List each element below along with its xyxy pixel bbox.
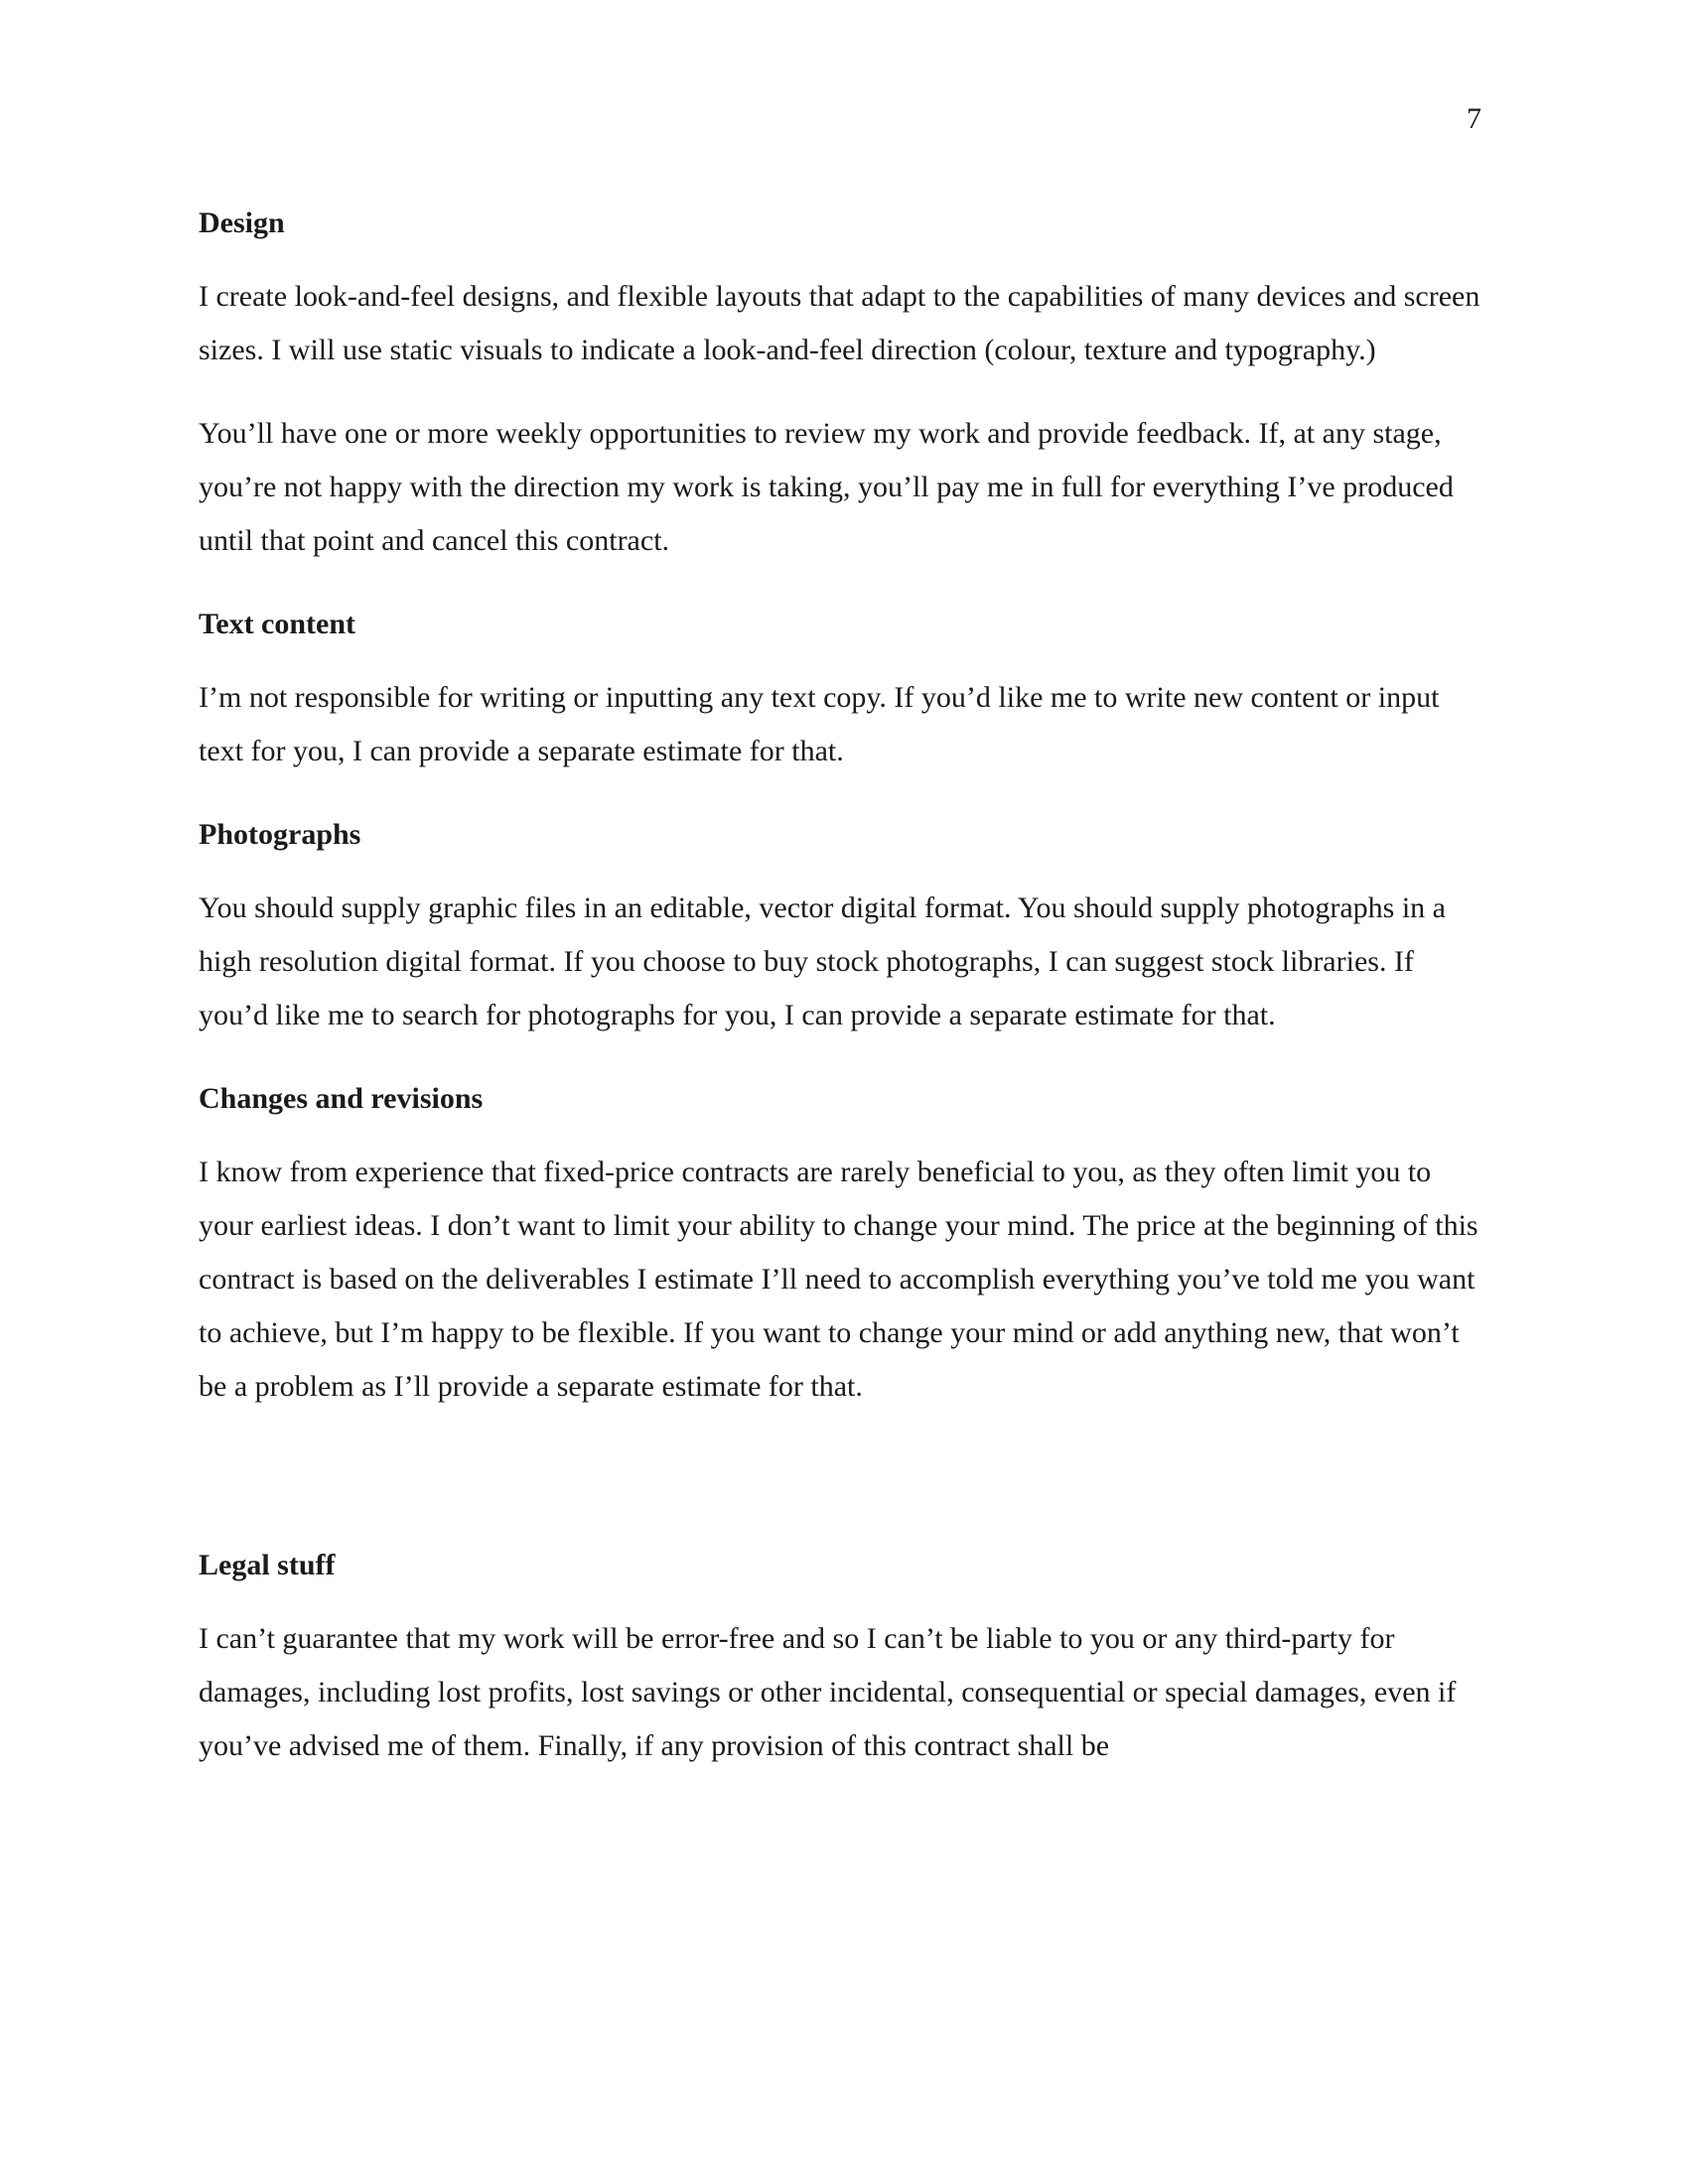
section-heading: Design xyxy=(199,206,285,239)
section-heading: Legal stuff xyxy=(199,1549,336,1581)
page-number: 7 xyxy=(1467,102,1481,135)
section-legal-stuff xyxy=(199,1541,1489,1773)
section-photographs xyxy=(199,810,1489,1042)
section-text-content xyxy=(199,600,1489,778)
paragraph: You’ll have one or more weekly opportunities to review my work and provide feedback. If, at any stage, you’re not happy with the direction my work is taking, you’ll pay me in full for everything I’ve produced until that point and cancel this contract. xyxy=(199,417,1454,557)
section-heading: Text content xyxy=(199,608,356,640)
section-changes-and-revisions xyxy=(199,1074,1489,1414)
paragraph: I know from experience that fixed-price contracts are rarely beneficial to you, as they often limit you to your earliest ideas. I don’t want to limit your ability to change your mind. The price at the beginning of this contract is based on the deliverables I estimate I’ll need to accomplish everything you’ve told me you want to achieve, but I’m happy to be flexible. If you want to change your mind or add anything new, that won’t be a problem as I’ll provide a separate estimate for that. xyxy=(199,1156,1478,1403)
paragraph: I’m not responsible for writing or inputting any text copy. If you’d like me to write new content or input text for you, I can provide a separate estimate for that. xyxy=(199,681,1440,767)
paragraph: I can’t guarantee that my work will be error-free and so I can’t be liable to you or any third-party for damages, including lost profits, lost savings or other incidental, consequential or special damages, even if you’ve advised me of them. Finally, if any provision of this contract shall be xyxy=(199,1622,1457,1762)
section-design xyxy=(199,199,1489,568)
paragraph: I create look-and-feel designs, and flexible layouts that adapt to the capabilities of many devices and screen sizes. I will use static visuals to indicate a look-and-feel direction (colour, texture and typography.) xyxy=(199,280,1480,366)
paragraph: You should supply graphic files in an editable, vector digital format. You should supply photographs in a high resolution digital format. If you choose to buy stock photographs, I can suggest stock libraries. If you’d like me to search for photographs for you, I can provide a separate estimate for that. xyxy=(199,891,1447,1031)
section-heading: Changes and revisions xyxy=(199,1082,484,1115)
document-body xyxy=(199,199,1489,1805)
section-heading: Photographs xyxy=(199,818,361,851)
